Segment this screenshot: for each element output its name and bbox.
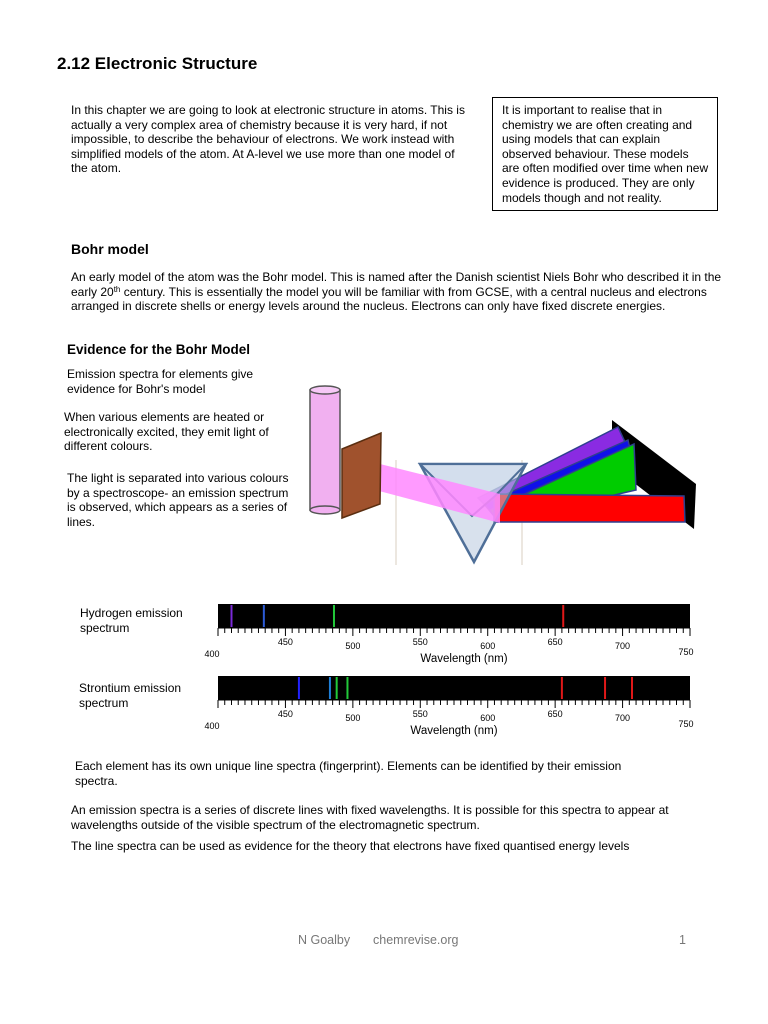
evidence-text-2: When various elements are heated or electronically excited, they emit light of different colours. <box>64 410 269 454</box>
evidence-text-3: The light is separated into various colours by a spectroscope- an emission spectrum is observed, which appears as a series of lines. <box>67 471 289 529</box>
fingerprint-paragraph: Each element has its own unique line spectra (fingerprint). Elements can be identified by their emission spectra. <box>75 759 622 788</box>
slit <box>342 433 381 518</box>
hydrogen-spectrum <box>200 596 710 668</box>
red-beam <box>494 494 685 522</box>
tick-label: 600 <box>480 641 496 651</box>
evidence-text-1: Emission spectra for elements give evidence for Bohr's model <box>67 367 254 396</box>
tick-label: 500 <box>345 713 361 723</box>
tick-label: 600 <box>480 713 496 723</box>
spectrum-bar <box>218 676 690 700</box>
tick-label: 400 <box>204 649 220 659</box>
tick-label: 550 <box>412 637 428 647</box>
x-axis-label: Wavelength (nm) <box>410 725 498 737</box>
note-box: It is important to realise that in chemistry we are often creating and using models that can explain observed behaviour. These models are often modified over time when new evidence is produced. They are only models though and not reality. <box>492 97 718 211</box>
page-title: 2.12 Electronic Structure <box>57 54 258 73</box>
footer-site: chemrevise.org <box>373 933 459 947</box>
tick-label: 400 <box>204 721 220 731</box>
spectrum-bar <box>218 604 690 628</box>
bohr-paragraph <box>71 270 731 314</box>
lamp-top <box>310 386 340 394</box>
evidence-paragraph: The line spectra can be used as evidence for the theory that electrons have fixed quantised energy levels <box>71 839 630 853</box>
bohr-heading: Bohr model <box>71 241 149 257</box>
intro-paragraph: In this chapter we are going to look at electronic structure in atoms. This is actually a very complex area of chemistry because it is very hard, if not impossible, to describe the behaviour of electrons. We work instead with simplified models of the atom. At A-level we use more than one model of the atom. <box>71 103 465 176</box>
tick-label: 450 <box>277 637 293 647</box>
tick-label: 550 <box>412 709 428 719</box>
discrete-lines-paragraph: An emission spectra is a series of discrete lines with fixed wavelengths. It is possible for this spectra to appear at wavelengths outside of the visible spectrum of the electromagnetic spectrum. <box>71 803 669 832</box>
lamp-bottom <box>310 506 340 514</box>
tick-label: 450 <box>277 709 293 719</box>
tick-label: 700 <box>615 641 631 651</box>
tick-label: 500 <box>345 641 361 651</box>
bohr-text-b: century. This is essentially the model you will be familiar with from GCSE, with a central nucleus and electrons arranged in discrete shells or energy levels around the nucleus. Electrons can only have fixed discrete energies. <box>71 284 707 314</box>
strontium-spectrum <box>200 668 710 740</box>
spectrum-label-strontium: Strontium emission spectrum <box>79 681 182 710</box>
tick-label: 750 <box>678 719 694 729</box>
footer-author: N Goalby <box>298 933 351 947</box>
tick-label: 650 <box>547 709 563 719</box>
footer-page-number: 1 <box>679 933 686 947</box>
x-axis-label: Wavelength (nm) <box>420 653 508 665</box>
spectroscope-diagram <box>300 380 710 570</box>
tick-label: 750 <box>678 647 694 657</box>
bohr-sup: th <box>113 284 121 294</box>
tick-label: 650 <box>547 637 563 647</box>
spectrum-label-hydrogen: Hydrogen emission spectrum <box>80 606 183 635</box>
evidence-heading: Evidence for the Bohr Model <box>67 342 251 357</box>
bohr-text-a: An early model of the atom was the Bohr model. This is named after the Danish scientist Niels Bohr who described it in the early 20 <box>71 270 722 299</box>
lamp-tube <box>310 390 340 510</box>
tick-label: 700 <box>615 713 631 723</box>
